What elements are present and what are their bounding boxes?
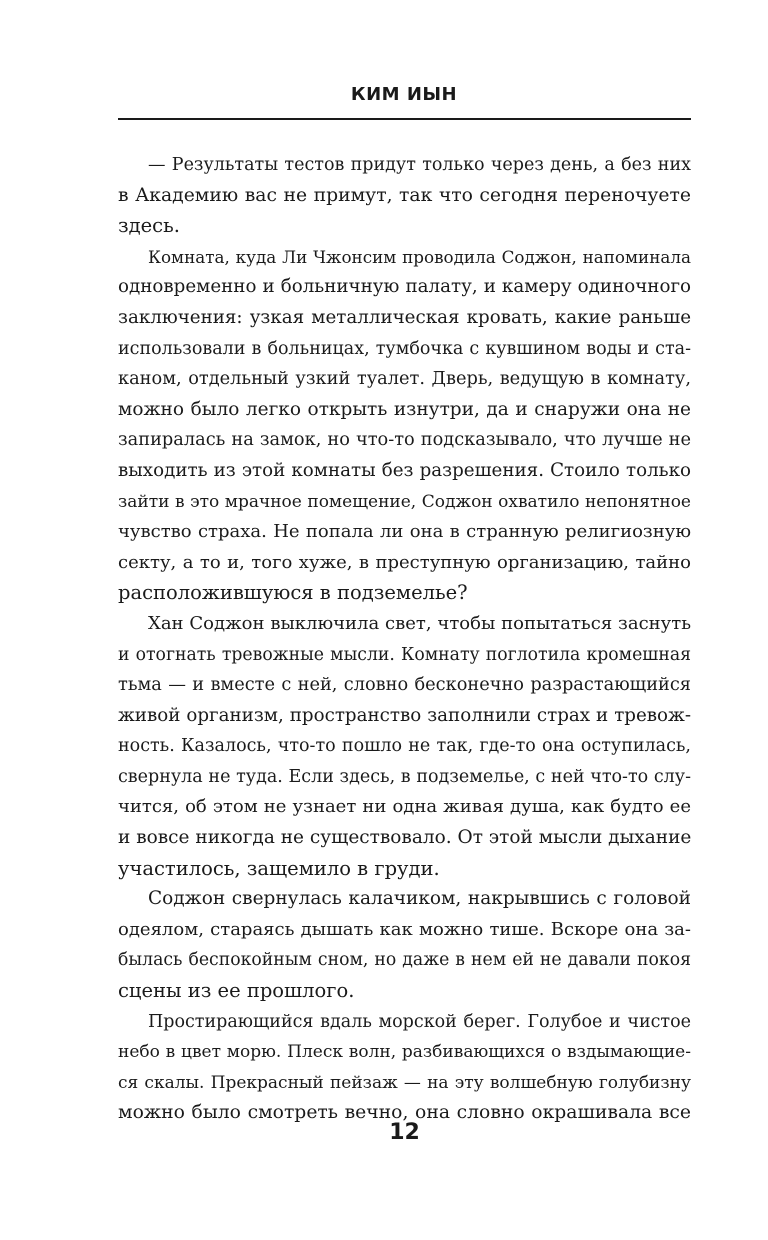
text-line: — Результаты тестов придут только через день, а без них xyxy=(148,155,691,175)
text-line: чувство страха. Не попала ли она в странную религиозную xyxy=(118,521,691,543)
text-line: ность. Казалось, что-то пошло не так, где-то она оступилась, xyxy=(118,736,691,757)
text-line: выходить из этой комнаты без разрешения. Стоило только xyxy=(118,459,691,481)
text-line: секту, а то и, того хуже, в преступную организацию, тайно xyxy=(118,551,691,573)
text-line: участилось, защемило в груди. xyxy=(118,856,440,880)
text-line: былась беспокойным сном, но даже в нем ей не давали покоя xyxy=(118,950,691,971)
text-line: в Академию вас не примут, так что сегодня переночуете xyxy=(118,184,691,206)
text-line: можно было смотреть вечно, она словно окрашивала все xyxy=(118,1102,691,1124)
text-line: сцены из ее прошлого. xyxy=(118,979,355,1003)
text-line: можно было легко открыть изнутри, да и снаружи она не xyxy=(118,398,691,420)
text-line: здесь. xyxy=(118,214,180,238)
text-line: расположившуюся в подземелье? xyxy=(118,581,468,605)
header-rule xyxy=(118,118,691,120)
text-line: Соджон свернулась калачиком, накрывшись с головой xyxy=(148,888,691,910)
text-line: заключения: узкая металлическая кровать, какие раньше xyxy=(118,306,691,328)
text-line: свернула не туда. Если здесь, в подземелье, с ней что-то слу- xyxy=(118,766,691,787)
text-line: зайти в это мрачное помещение, Соджон охватило непонятное xyxy=(118,491,691,512)
text-line: тьма — и вместе с ней, словно бесконечно разрастающийся xyxy=(118,675,691,696)
text-line: Комната, куда Ли Чжонсим проводила Соджон, напоминала xyxy=(148,246,691,267)
text-line: Простирающийся вдаль морской берег. Голубое и чистое xyxy=(148,1011,691,1032)
text-line: небо в цвет морю. Плеск волн, разбивающихся о вздымающие- xyxy=(118,1042,691,1063)
text-line: использовали в больницах, тумбочка с кувшином воды и ста- xyxy=(118,338,691,359)
text-line: одеялом, стараясь дышать как можно тише. Вскоре она за- xyxy=(118,918,691,940)
text-line: одновременно и больничную палату, и камеру одиночного xyxy=(118,276,691,298)
text-line: и вовсе никогда не существовало. От этой мысли дыхание xyxy=(118,827,692,849)
text-line: и отогнать тревожные мысли. Комнату поглотила кромешная xyxy=(118,644,691,665)
text-line: живой организм, пространство заполнили страх и тревож- xyxy=(118,704,691,726)
running-head: КИМ ИЫН xyxy=(350,84,458,105)
text-line: Хан Соджон выключила свет, чтобы попытаться заснуть xyxy=(148,612,691,634)
text-line: ся скалы. Прекрасный пейзаж — на эту волшебную голубизну xyxy=(118,1072,691,1093)
text-line: чится, об этом не узнает ни одна живая душа, как будто ее xyxy=(118,796,691,818)
body-text xyxy=(118,150,691,1129)
text-line: каном, отдельный узкий туалет. Дверь, ведущую в комнату, xyxy=(118,369,691,390)
text-line: запиралась на замок, но что-то подсказывало, что лучше не xyxy=(118,430,691,451)
page-number: 12 xyxy=(389,1120,420,1145)
